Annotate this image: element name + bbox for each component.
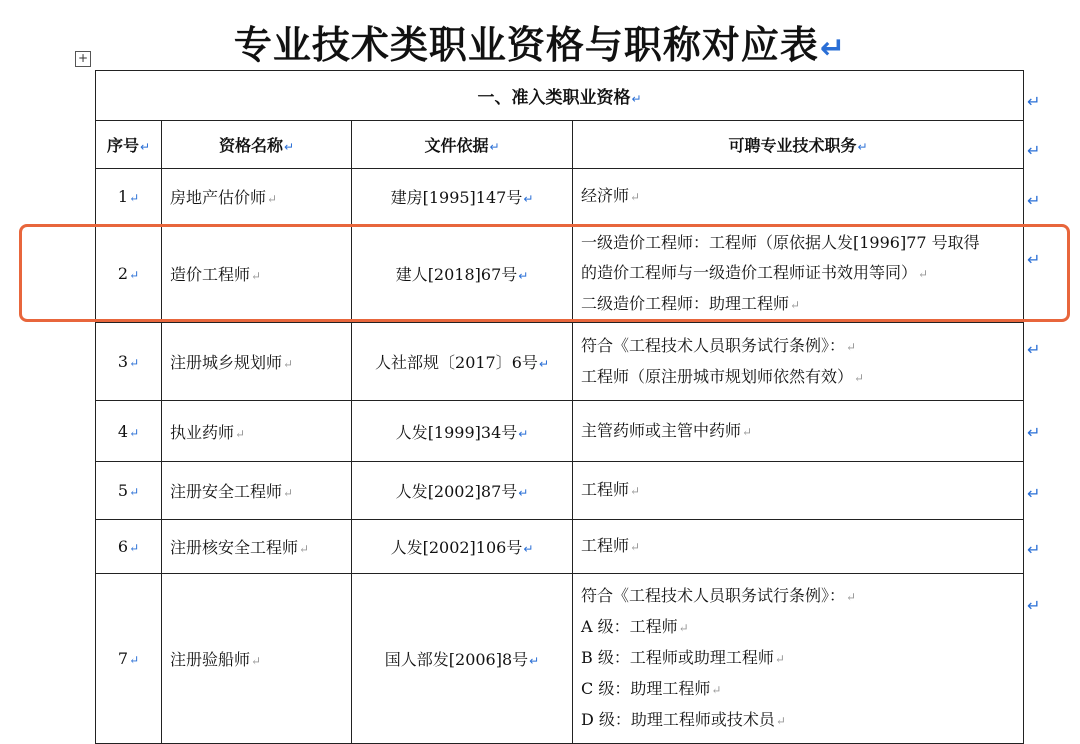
document-suffix: 号 [512, 650, 529, 669]
document-basis-cell [352, 169, 573, 225]
qualification-name-cell [162, 169, 352, 225]
document-issuer: 建房 [390, 188, 423, 207]
post-line: 经济师 [581, 186, 630, 205]
paragraph-mark-icon: ↵ [299, 542, 310, 556]
post-line [581, 581, 1015, 612]
header-cell-basis [352, 121, 573, 169]
post-text: 符合《工程技术人员职务试行条例》： [581, 586, 846, 605]
paragraph-mark-icon: ↵ [283, 357, 294, 371]
document-code: [1995]147 [422, 188, 507, 207]
post-line: 工程师 [581, 480, 630, 499]
document-suffix: 号 [501, 422, 518, 442]
post-line [581, 674, 1015, 705]
posts-cell [573, 462, 1024, 520]
paragraph-mark-icon: ↵ [918, 266, 929, 281]
post-line [581, 331, 1015, 362]
document-basis-cell [352, 520, 573, 574]
qualification-table [95, 70, 1024, 744]
paragraph-mark-icon: ↵ [251, 654, 262, 668]
document-basis-cell [352, 401, 573, 462]
end-of-row-mark-icon: ↵ [1027, 141, 1041, 160]
row-number: 7 [117, 649, 129, 668]
post-text: C 级：助理工程师 [581, 679, 711, 698]
paragraph-mark-icon: ↵ [129, 541, 140, 555]
paragraph-mark-icon: ↵ [630, 540, 641, 554]
end-of-row-mark-icon: ↵ [1027, 92, 1041, 111]
paragraph-mark-icon: ↵ [283, 486, 294, 500]
post-text: A 级：工程师 [581, 617, 678, 636]
paragraph-mark-icon: ↵ [129, 485, 140, 499]
paragraph-mark-icon: ↵ [267, 192, 278, 206]
qualification-name-cell [162, 462, 352, 520]
paragraph-mark-icon: ↵ [235, 426, 246, 441]
paragraph-mark-icon: ↵ [630, 484, 641, 498]
paragraph-mark-icon: ↵ [711, 683, 722, 697]
row-number-cell [96, 401, 162, 462]
document-issuer: 人发 [390, 538, 423, 557]
header-label: 文件依据 [424, 136, 489, 155]
post-line [581, 643, 1015, 674]
qualification-name: 注册安全工程师 [170, 482, 283, 501]
row-number-cell [96, 574, 162, 744]
posts-cell [573, 520, 1024, 574]
document-basis-cell [352, 462, 573, 520]
post-text: B 级：工程师或助理工程师 [581, 648, 774, 667]
post-line [581, 612, 1015, 643]
qualification-name: 注册核安全工程师 [170, 538, 299, 557]
paragraph-mark-icon: ↵ [678, 621, 689, 635]
table-row [96, 225, 1024, 323]
header-cell-no [96, 121, 162, 169]
document-code: [2002]106 [422, 538, 507, 557]
paragraph-mark-icon: ↵ [518, 269, 529, 283]
document-issuer: 人发 [395, 422, 428, 442]
row-number: 1 [117, 187, 129, 206]
paragraph-mark-icon: ↵ [489, 140, 500, 154]
posts-cell [573, 169, 1024, 225]
section-title-cell [96, 71, 1024, 121]
header-label: 可聘专业技术职务 [728, 136, 857, 155]
posts-cell [573, 574, 1024, 744]
qualification-name: 执业药师 [170, 422, 235, 442]
document-code: [2006]8 [448, 650, 513, 669]
paragraph-mark-icon: ↵ [775, 714, 786, 728]
paragraph-mark-icon: ↵ [251, 269, 262, 283]
document-title [0, 14, 1080, 69]
header-label: 序号 [106, 136, 139, 155]
qualification-name-cell [162, 401, 352, 462]
row-number: 4 [117, 421, 129, 441]
row-number: 2 [117, 264, 129, 283]
qualification-name: 房地产估价师 [170, 188, 267, 207]
end-of-row-mark-icon: ↵ [1027, 540, 1041, 559]
row-number-cell [96, 169, 162, 225]
document-basis-cell [352, 225, 573, 323]
end-of-row-mark-icon: ↵ [1027, 596, 1041, 615]
document-suffix: 号 [501, 265, 518, 284]
paragraph-mark-icon: ↵ [846, 339, 857, 354]
end-of-row-mark-icon: ↵ [1027, 250, 1041, 269]
qualification-name-cell [162, 574, 352, 744]
end-of-row-mark-icon: ↵ [1027, 191, 1041, 210]
document-issuer: 人社部规 [375, 353, 440, 372]
table-row [96, 323, 1024, 401]
paragraph-mark-icon: ↵ [630, 190, 641, 204]
paragraph-mark-icon: ↵ [774, 652, 785, 666]
row-number: 3 [117, 352, 129, 371]
section-row [96, 71, 1024, 121]
document-suffix: 号 [506, 538, 523, 557]
title-text: 专业技术类职业资格与职称对应表 [233, 23, 819, 67]
paragraph-mark-icon: ↵ [631, 92, 642, 106]
document-basis-cell [352, 574, 573, 744]
paragraph-mark-icon: ↵ [518, 426, 529, 441]
table-move-handle-icon[interactable]: + [75, 51, 91, 67]
paragraph-mark-icon: ↵ [523, 542, 534, 556]
paragraph-mark-icon: ↵ [129, 653, 140, 667]
post-line [581, 362, 1015, 393]
document-issuer: 建人 [395, 265, 428, 284]
paragraph-mark-icon: ↵ [819, 31, 847, 66]
paragraph-mark-icon: ↵ [129, 191, 140, 205]
qualification-name-cell [162, 520, 352, 574]
table-row [96, 169, 1024, 225]
paragraph-mark-icon: ↵ [857, 140, 868, 154]
qualification-name: 造价工程师 [170, 265, 251, 284]
document-code: 〔2017〕6 [439, 353, 522, 372]
post-line [581, 705, 1015, 736]
post-text: 符合《工程技术人员职务试行条例》： [581, 335, 846, 355]
header-label: 资格名称 [218, 136, 283, 155]
post-line: 主管药师或主管中药师 [581, 420, 742, 440]
end-of-row-mark-icon: ↵ [1027, 340, 1041, 359]
table-row [96, 520, 1024, 574]
document-code: [1999]34 [427, 422, 502, 442]
qualification-name-cell [162, 323, 352, 401]
paragraph-mark-icon: ↵ [129, 268, 140, 282]
post-line [581, 258, 1015, 289]
section-title: 一、准入类职业资格 [477, 88, 631, 108]
table-row [96, 462, 1024, 520]
post-text: 一级造价工程师：工程师（原依据人发[1996]77 号取得 [581, 232, 980, 252]
paragraph-mark-icon: ↵ [742, 424, 753, 439]
table-row [96, 401, 1024, 462]
qualification-name-cell [162, 225, 352, 323]
post-line [581, 289, 1015, 320]
post-text: 的造价工程师与一级造价工程师证书效用等同） [581, 262, 918, 282]
row-number-cell [96, 520, 162, 574]
document-suffix: 号 [506, 188, 523, 207]
paragraph-mark-icon: ↵ [129, 356, 140, 370]
row-number: 6 [117, 537, 129, 556]
document-issuer: 国人部发 [384, 650, 449, 669]
paragraph-mark-icon: ↵ [529, 654, 540, 668]
paragraph-mark-icon: ↵ [523, 192, 534, 206]
document-suffix: 号 [521, 353, 538, 372]
qualification-name: 注册城乡规划师 [170, 353, 283, 372]
row-number-cell [96, 462, 162, 520]
table-row [96, 574, 1024, 744]
post-text: D 级：助理工程师或技术员 [581, 710, 775, 729]
post-text: 二级造价工程师：助理工程师 [581, 293, 790, 313]
post-text: 工程师（原注册城市规划师依然有效） [581, 366, 854, 386]
post-line: 工程师 [581, 536, 630, 555]
header-cell-posts [573, 121, 1024, 169]
header-cell-name [162, 121, 352, 169]
qualification-name: 注册验船师 [170, 650, 251, 669]
row-number: 5 [117, 481, 129, 500]
row-number-cell [96, 323, 162, 401]
paragraph-mark-icon: ↵ [846, 590, 857, 604]
end-of-row-mark-icon: ↵ [1027, 423, 1041, 442]
posts-cell [573, 401, 1024, 462]
posts-cell [573, 225, 1024, 323]
document-code: [2018]67 [427, 265, 502, 284]
end-of-row-mark-icon: ↵ [1027, 484, 1041, 503]
document-suffix: 号 [501, 482, 518, 501]
document-code: [2002]87 [427, 482, 502, 501]
paragraph-mark-icon: ↵ [283, 140, 295, 154]
posts-cell [573, 323, 1024, 401]
header-row [96, 121, 1024, 169]
paragraph-mark-icon: ↵ [518, 486, 529, 500]
document-issuer: 人发 [395, 482, 428, 501]
paragraph-mark-icon: ↵ [139, 140, 151, 154]
paragraph-mark-icon: ↵ [538, 357, 549, 371]
post-line [581, 228, 1015, 258]
document-basis-cell [352, 323, 573, 401]
paragraph-mark-icon: ↵ [790, 297, 801, 312]
row-number-cell [96, 225, 162, 323]
paragraph-mark-icon: ↵ [129, 425, 140, 440]
paragraph-mark-icon: ↵ [854, 370, 865, 385]
